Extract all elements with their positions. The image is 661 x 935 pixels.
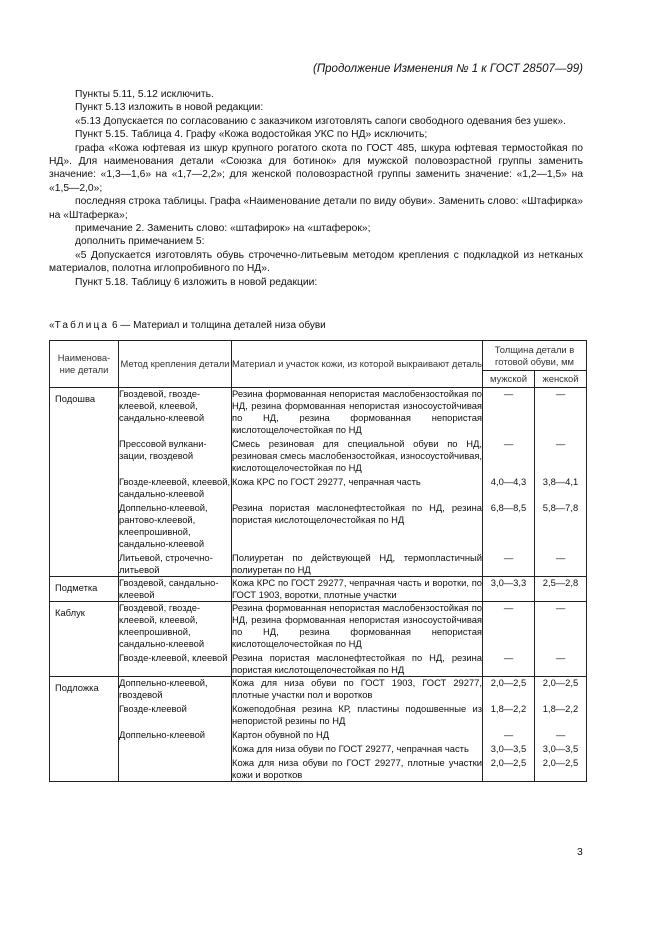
paragraph: примечание 2. Заменить слово: «штафирок» на «штаферок»; (75, 223, 371, 235)
cell-male-entry: 1,8—2,2 (490, 703, 527, 714)
cell-method-entry: Гвоздe-клеевой, клеевой (119, 652, 228, 663)
page-number: 3 (577, 846, 583, 858)
body-text (49, 88, 583, 289)
cell-method-entry: Доппельно-клеевой, гвоздевой (119, 677, 208, 700)
cell-part-name: Подложка (50, 677, 119, 782)
table-row (50, 388, 587, 577)
cell-method-entry: Гвоздевой, гвозде-клеевой, клеевой, сандально-клеевой (119, 388, 205, 423)
cell-male (483, 677, 535, 782)
cell-method (119, 577, 232, 602)
cell-male-entry: 2,0—2,5 (490, 757, 527, 768)
cell-female (535, 388, 587, 577)
cell-material-entry: Картон обувной по НД (232, 729, 330, 740)
cell-female-entry: — (555, 602, 566, 613)
header-male: мужской (483, 371, 535, 388)
cell-method-entry: Гвоздe-клеевой (119, 703, 187, 714)
document-header: (Продолжение Изменения № 1 к ГОСТ 28507—99) (313, 63, 583, 75)
cell-male-entry: 3,0—3,5 (490, 743, 527, 754)
cell-male-entry: 4,0—4,3 (490, 476, 527, 487)
header-method: Метод крепления детали (119, 341, 232, 388)
cell-male-entry: — (503, 552, 514, 563)
paragraph: Пункт 5.13 изложить в новой редакции: (75, 102, 264, 114)
cell-material-entry: Кожа для низа обуви по ГОСТ 29277, плотные участки кожи и воротков (232, 757, 482, 780)
cell-material-entry: Полиуретан по действующей НД, термопластичный полиуретан по НД (232, 552, 482, 575)
cell-female-entry: — (555, 729, 566, 740)
cell-male-entry: — (503, 652, 514, 663)
cell-female-entry: 1,8—2,2 (542, 703, 579, 714)
cell-female-entry: — (555, 652, 566, 663)
cell-method (119, 388, 232, 577)
cell-male-entry: 6,8—8,5 (490, 502, 527, 513)
cell-male (483, 577, 535, 602)
cell-material-entry: Кожа для низа обуви по ГОСТ 29277, чепрачная часть (232, 743, 469, 754)
header-name: Наименова-ние детали (50, 341, 119, 388)
cell-material-entry: Кожа КРС по ГОСТ 29277, чепрачная часть (232, 476, 421, 487)
header-thickness: Толщина детали в готовой обуви, мм (483, 341, 587, 371)
cell-material-entry: Резина формованная непористая маслобензостойкая по НД, резина формованная непористая износоустойчивая по НД, резина формованная непористая кислотощелочестойкая по НД (232, 602, 482, 649)
cell-material-entry: Резина пористая маслонефтестойкая по НД, резина пористая кислотощелочестойкая по НД (232, 502, 482, 525)
header-material: Материал и участок кожи, из которой выкраивают деталь (232, 341, 483, 388)
caption-quote: « (49, 320, 55, 331)
cell-method-entry: Доппельно-клеевой (119, 729, 206, 740)
header-female: женской (535, 371, 587, 388)
cell-material-entry: Кожа КРС по ГОСТ 29277, чепрачная часть и воротки, по ГОСТ 1903, воротки, плотные участки (232, 577, 482, 600)
cell-female-entry: 2,0—2,5 (542, 757, 579, 768)
cell-method-entry: Гвоздe-клеевой, клеевой, сандально-клеевой (119, 476, 231, 499)
cell-method-entry: Гвоздевой, гвозде-клеевой, клеевой, клеепрошивной, сандально-клеевой (119, 602, 205, 649)
cell-material-entry: Кожа для низа обуви по ГОСТ 1903, ГОСТ 29277, плотные участки пол и воротков (232, 677, 482, 700)
cell-material (232, 602, 483, 677)
cell-female-entry: 2,0—2,5 (542, 677, 579, 688)
cell-female-entry: 5,8—7,8 (542, 502, 579, 513)
cell-material (232, 388, 483, 577)
caption-text: 6 — Материал и толщина деталей низа обуви (111, 320, 326, 331)
cell-female (535, 577, 587, 602)
cell-method-entry: Гвоздевой, сандально-клеевой (119, 577, 219, 600)
caption-word: Таблица (54, 320, 110, 331)
paragraph: «5.13 Допускается по согласованию с заказчиком изготовлять сапоги свободного одевания без ушек». (75, 115, 566, 127)
cell-male (483, 602, 535, 677)
cell-female-entry: — (555, 388, 566, 399)
paragraph: дополнить примечанием 5: (75, 236, 205, 248)
paragraph: Пункт 5.18. Таблицу 6 изложить в новой редакции: (75, 276, 318, 288)
cell-material (232, 677, 483, 782)
cell-female-entry: — (555, 438, 566, 449)
cell-female-entry: 3,0—3,5 (542, 743, 579, 754)
paragraph: Пункты 5.11, 5.12 исключить. (75, 89, 214, 100)
cell-male-entry: — (503, 602, 514, 613)
table-row (50, 677, 587, 782)
cell-method (119, 602, 232, 677)
cell-male-entry: 2,0—2,5 (490, 677, 527, 688)
cell-part-name: Подметка (50, 577, 119, 602)
cell-material-entry: Смесь резиновая для специальной обуви по НД, резиновая смесь маслобензостойкая, износоустойчивая, кислотощелочестойкая по НД (232, 438, 482, 473)
cell-material-entry: Кожеподобная резина КР, пластины подошвенные из непористой резины по НД (232, 703, 482, 726)
table-row (50, 577, 587, 602)
table-row (50, 602, 587, 677)
cell-material (232, 577, 483, 602)
table-caption (49, 320, 326, 331)
paragraph: последняя строка таблицы. Графа «Наименование детали по виду обуви». Заменить слово: «Штафирка» на «Штаферка»; (49, 196, 583, 221)
cell-material-entry: Резина пористая маслонефтестойкая по НД, резина пористая кислотощелочестойкая по НД (232, 652, 482, 675)
cell-female-entry: 3,8—4,1 (542, 476, 579, 487)
cell-part-name: Каблук (50, 602, 119, 677)
paragraph: графа «Кожа юфтевая из шкур крупного рогатого скота по ГОСТ 485, шкура юфтевая термостойкая по НД». Для наименования детали «Союзка для ботинок» для мужской половозрастной группы заменить значение: «1,3—1,6» на «1,7—2,2»; для женской половозрастной группы заменить значение: «1,2—1,5» на «1,5—2,0»; (49, 142, 583, 194)
cell-female (535, 677, 587, 782)
cell-method-entry: Прессовой вулкани-зации, гвоздевой (119, 438, 207, 461)
cell-female-entry: — (555, 552, 566, 563)
cell-method-entry: Литьевой, строчечно-литьевой (119, 552, 213, 575)
paragraph: Пункт 5.15. Таблица 4. Графу «Кожа водостойкая УКС по НД» исключить; (75, 129, 428, 141)
cell-part-name: Подошва (50, 388, 119, 577)
cell-male (483, 388, 535, 577)
cell-male-entry: — (503, 388, 514, 399)
cell-male-entry: — (503, 729, 514, 740)
paragraph: «5 Допускается изготовлять обувь строчечно-литьевым методом крепления с подкладкой из нетканых материалов, полотна иглопробивного по НД». (49, 249, 583, 275)
cell-method (119, 677, 232, 782)
cell-male-entry: 3,0—3,3 (490, 577, 527, 588)
cell-female-entry: 2,5—2,8 (542, 577, 579, 588)
materials-table (49, 340, 587, 782)
cell-material-entry: Резина формованная непористая маслобензостойкая по НД, резина формованная непористая износоустойчивая по НД, резина формованная непористая кислотощелочестойкая по НД (232, 388, 482, 435)
cell-male-entry: — (503, 438, 514, 449)
cell-female (535, 602, 587, 677)
cell-method-entry: Доппельно-клеевой, рантово-клеевой, клеепрошивной, сандально-клеевой (119, 502, 208, 549)
